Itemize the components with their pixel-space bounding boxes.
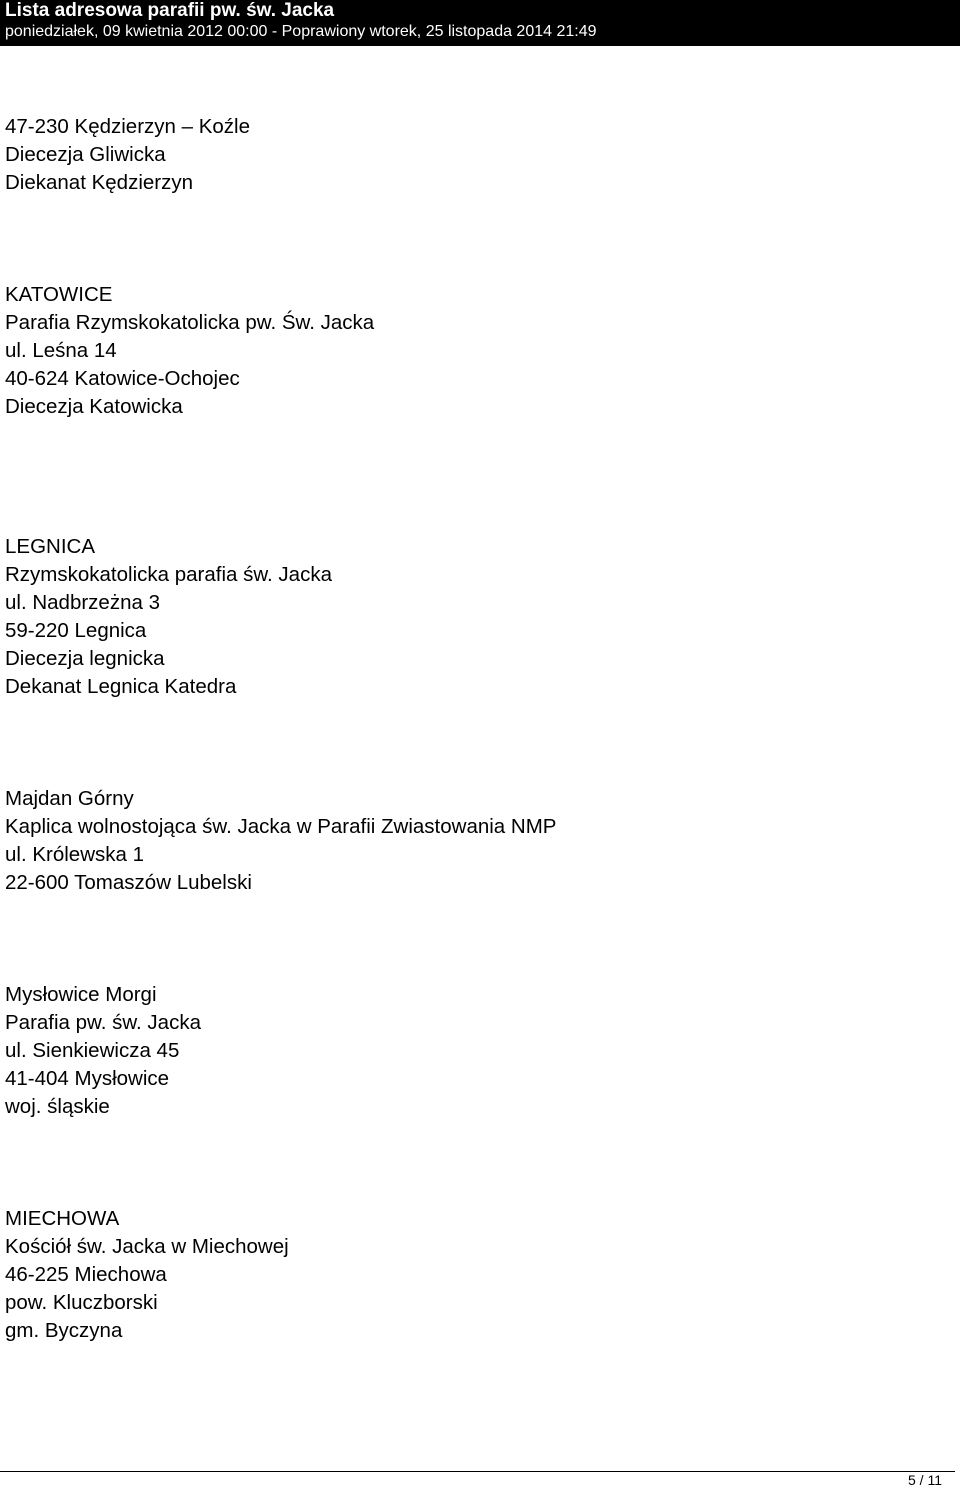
footer-divider <box>0 1471 955 1472</box>
address-entry-katowice <box>5 281 374 421</box>
document-header <box>0 0 960 46</box>
address-line: ul. Leśna 14 <box>5 339 117 362</box>
address-line: pow. Kluczborski <box>5 1291 158 1314</box>
address-line: 22-600 Tomaszów Lubelski <box>5 871 252 894</box>
address-line: 41-404 Mysłowice <box>5 1067 170 1090</box>
address-entry-miechowa <box>5 1205 289 1345</box>
address-line: Mysłowice Morgi <box>5 983 157 1006</box>
address-line: Diecezja legnicka <box>5 647 165 670</box>
address-line: Dekanat Legnica Katedra <box>5 675 237 698</box>
address-line: Diecezja Katowicka <box>5 395 183 418</box>
page-number: 5 / 11 <box>908 1472 942 1488</box>
address-entry-legnica <box>5 533 332 701</box>
document-dates: poniedziałek, 09 kwietnia 2012 00:00 - Poprawiony wtorek, 25 listopada 2014 21:49 <box>5 23 597 40</box>
address-line: Parafia Rzymskokatolicka pw. Św. Jacka <box>5 311 375 334</box>
address-line: Diekanat Kędzierzyn <box>5 171 194 194</box>
address-line: Parafia pw. św. Jacka <box>5 1011 201 1034</box>
address-entry-myslowice <box>5 981 201 1121</box>
address-line: Kościół św. Jacka w Miechowej <box>5 1235 289 1258</box>
address-line: Majdan Górny <box>5 787 134 810</box>
address-line: 40-624 Katowice-Ochojec <box>5 367 240 390</box>
address-line: Rzymskokatolicka parafia św. Jacka <box>5 563 332 586</box>
address-line: 46-225 Miechowa <box>5 1263 167 1286</box>
address-line: Diecezja Gliwicka <box>5 143 166 166</box>
address-entry-majdan-gorny <box>5 785 556 897</box>
address-line: ul. Nadbrzeżna 3 <box>5 591 160 614</box>
address-line: 59-220 Legnica <box>5 619 147 642</box>
address-line: KATOWICE <box>5 283 113 306</box>
address-line: MIECHOWA <box>5 1207 120 1230</box>
address-entry-kedzierzyn <box>5 113 250 197</box>
document-title: Lista adresowa parafii pw. św. Jacka <box>5 0 335 21</box>
address-line: 47-230 Kędzierzyn – Koźle <box>5 115 251 138</box>
address-line: woj. śląskie <box>5 1095 110 1118</box>
address-line: ul. Królewska 1 <box>5 843 145 866</box>
address-line: gm. Byczyna <box>5 1319 123 1342</box>
address-line: Kaplica wolnostojąca św. Jacka w Parafii Zwiastowania NMP <box>5 815 557 838</box>
address-line: LEGNICA <box>5 535 95 558</box>
address-line: ul. Sienkiewicza 45 <box>5 1039 180 1062</box>
